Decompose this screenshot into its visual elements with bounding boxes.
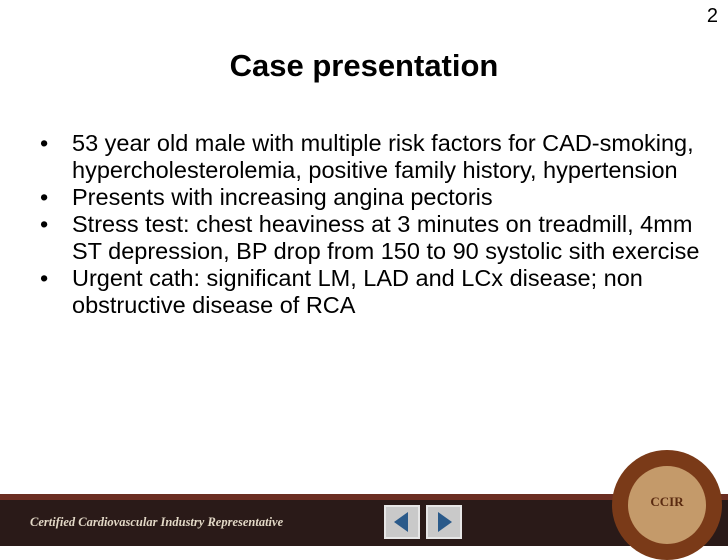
bullet-text: Presents with increasing angina pectoris (72, 184, 493, 210)
slide-title: Case presentation (229, 48, 499, 83)
bullet-item (32, 265, 702, 319)
next-slide-button[interactable] (426, 505, 462, 539)
bullet-dot: • (40, 265, 49, 291)
bullet-text: 53 year old male with multiple risk factors for CAD-smoking, hypercholesterolemia, positive family history, hypertension (72, 130, 694, 183)
bullet-dot: • (40, 130, 49, 156)
prev-slide-button[interactable] (384, 505, 420, 539)
bullet-list (32, 130, 702, 319)
bullet-item (32, 211, 702, 265)
bullet-text: Stress test: chest heaviness at 3 minutes on treadmill, 4mm ST depression, BP drop from 150 to 90 systolic sith exercise (72, 211, 700, 264)
slide-number: 2 (706, 5, 718, 27)
seal-label: CCIR (650, 494, 684, 509)
bullet-text: Urgent cath: significant LM, LAD and LCx disease; non obstructive disease of RCA (72, 265, 643, 318)
arrow-left-icon (386, 507, 418, 537)
bullet-dot: • (40, 184, 49, 210)
bullet-item (32, 184, 702, 211)
bullet-dot: • (40, 211, 49, 237)
footer-organization: Certified Cardiovascular Industry Representative (30, 515, 284, 529)
bullet-item (32, 130, 702, 184)
arrow-right-icon (428, 507, 460, 537)
